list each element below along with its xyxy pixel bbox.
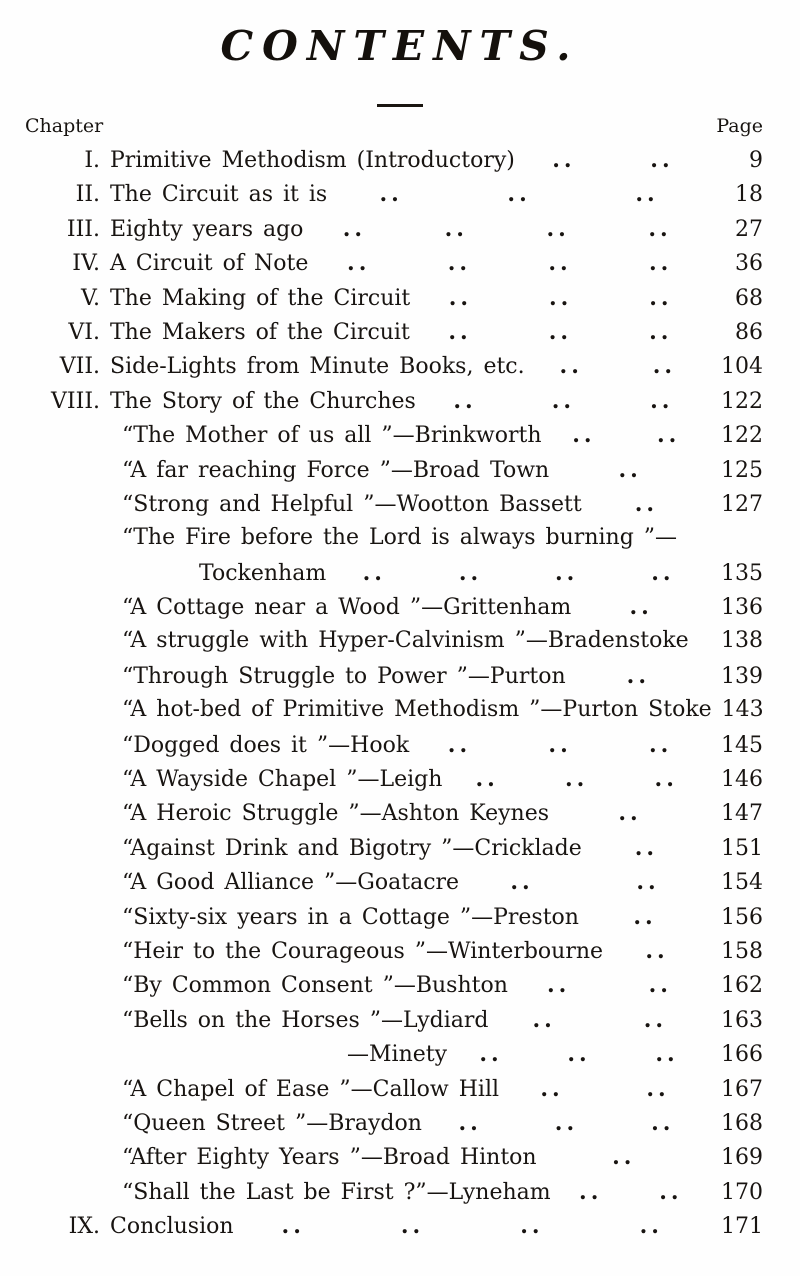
dot-pair: .. bbox=[347, 250, 371, 277]
toc-row bbox=[0, 384, 763, 418]
dot-leader bbox=[447, 1037, 711, 1071]
dot-pair: .. bbox=[649, 731, 673, 758]
toc-row bbox=[0, 831, 763, 865]
dot-pair: .. bbox=[547, 972, 571, 999]
entry-page: 163 bbox=[721, 1007, 763, 1033]
dot-pair: .. bbox=[648, 972, 672, 999]
entry-title: “Heir to the Courageous ”—Winterbourne bbox=[122, 938, 604, 964]
entry-page: 158 bbox=[721, 938, 763, 964]
entry-page: 104 bbox=[721, 354, 763, 380]
dot-pair: .. bbox=[659, 1178, 683, 1205]
dot-leader bbox=[499, 1072, 711, 1106]
entry-page: 68 bbox=[735, 285, 763, 311]
dot-pair: .. bbox=[646, 1075, 670, 1102]
dot-leader bbox=[303, 212, 711, 246]
dot-pair: .. bbox=[546, 215, 570, 242]
dot-leader bbox=[582, 831, 711, 865]
entry-title: “A Chapel of Ease ”—Callow Hill bbox=[122, 1076, 500, 1102]
dot-pair: .. bbox=[447, 250, 472, 277]
dot-pair: .. bbox=[548, 284, 573, 311]
entry-page: 167 bbox=[721, 1076, 763, 1102]
entry-title: “Bells on the Horses ”—Lydiard bbox=[122, 1007, 489, 1033]
entry-title: Eighty years ago bbox=[110, 216, 304, 242]
dot-pair: .. bbox=[636, 869, 660, 896]
entry-title: The Circuit as it is bbox=[110, 182, 328, 208]
dot-leader bbox=[326, 556, 711, 590]
entry-page: 151 bbox=[721, 835, 763, 861]
dot-pair: .. bbox=[645, 937, 669, 964]
toc-row bbox=[0, 177, 763, 211]
dot-leader bbox=[410, 315, 711, 349]
dot-leader bbox=[489, 1003, 712, 1037]
dot-pair: .. bbox=[565, 766, 589, 793]
dot-pair: .. bbox=[548, 731, 572, 758]
dot-leader bbox=[422, 1106, 711, 1140]
toc-row bbox=[0, 934, 763, 968]
dot-pair: .. bbox=[458, 1109, 482, 1136]
dot-pair: .. bbox=[639, 1213, 663, 1240]
toc-row bbox=[0, 968, 763, 1002]
toc-row bbox=[0, 624, 763, 658]
dot-leader bbox=[603, 934, 711, 968]
page-column-header: Page bbox=[716, 115, 763, 137]
dot-leader bbox=[508, 968, 711, 1002]
toc-row bbox=[0, 900, 763, 934]
entry-title: The Makers of the Circuit bbox=[110, 319, 410, 345]
entry-page: 169 bbox=[721, 1145, 763, 1171]
entry-title: “Against Drink and Bigotry ”—Cricklade bbox=[122, 835, 582, 861]
dot-pair: .. bbox=[629, 594, 653, 621]
dot-pair: .. bbox=[634, 834, 659, 861]
dot-pair: .. bbox=[548, 318, 573, 345]
dot-pair: .. bbox=[510, 869, 534, 896]
entry-numeral: I. bbox=[84, 148, 100, 173]
entry-title: “A Good Alliance ”—Goatacre bbox=[122, 870, 460, 896]
dot-leader bbox=[582, 487, 711, 521]
entry-title: “A hot-bed of Primitive Methodism ”—Purton Stoke bbox=[122, 697, 712, 723]
entry-title: “By Common Consent ”—Bushton bbox=[122, 973, 508, 999]
entry-title: “A struggle with Hyper-Calvinism ”—Bradenstoke bbox=[122, 628, 689, 654]
dot-pair: .. bbox=[520, 1213, 544, 1240]
dot-leader bbox=[327, 177, 711, 211]
dot-leader bbox=[579, 900, 711, 934]
dot-pair: .. bbox=[458, 559, 483, 586]
toc-row bbox=[0, 1037, 763, 1071]
entry-title: “Dogged does it ”—Hook bbox=[122, 732, 410, 758]
entry-title: “A Heroic Struggle ”—Ashton Keynes bbox=[122, 801, 550, 827]
dot-pair: .. bbox=[649, 250, 673, 277]
toc-row bbox=[0, 1003, 763, 1037]
toc-row bbox=[0, 1209, 763, 1243]
toc-row bbox=[0, 315, 763, 349]
dot-leader bbox=[549, 796, 711, 830]
dot-pair: .. bbox=[648, 215, 672, 242]
dot-pair: .. bbox=[651, 559, 675, 586]
dot-pair: .. bbox=[634, 490, 659, 517]
toc-list bbox=[0, 137, 800, 1244]
toc-row bbox=[0, 693, 763, 727]
toc-row bbox=[0, 521, 763, 555]
entry-numeral: VII. bbox=[59, 354, 100, 380]
entry-page: 36 bbox=[735, 251, 763, 277]
dot-pair: .. bbox=[551, 387, 576, 414]
dot-leader bbox=[542, 418, 712, 452]
entry-page: 27 bbox=[735, 216, 763, 242]
entry-title: The Story of the Churches bbox=[110, 388, 416, 414]
dot-pair: .. bbox=[643, 1006, 668, 1033]
entry-page: 122 bbox=[721, 388, 763, 414]
dot-pair: .. bbox=[618, 456, 642, 483]
entry-numeral: V. bbox=[80, 285, 100, 311]
column-headers bbox=[0, 107, 800, 137]
entry-title: “After Eighty Years ”—Broad Hinton bbox=[122, 1145, 537, 1171]
entry-title: Side-Lights from Minute Books, etc. bbox=[110, 354, 525, 380]
toc-row bbox=[0, 590, 763, 624]
entry-page: 86 bbox=[735, 319, 763, 345]
dot-pair: .. bbox=[379, 181, 403, 208]
dot-pair: .. bbox=[656, 422, 681, 449]
dot-pair: .. bbox=[618, 800, 642, 827]
dot-leader bbox=[571, 590, 711, 624]
entry-numeral: IV. bbox=[72, 251, 100, 277]
dot-leader bbox=[416, 384, 711, 418]
dot-pair: .. bbox=[559, 353, 583, 380]
dot-pair: .. bbox=[554, 1109, 579, 1136]
toc-row bbox=[0, 1140, 763, 1174]
chapter-column-header: Chapter bbox=[25, 115, 104, 137]
entry-page: 18 bbox=[735, 182, 763, 208]
entry-title: “A Cottage near a Wood ”—Grittenham bbox=[122, 595, 572, 621]
dot-pair: .. bbox=[652, 353, 677, 380]
toc-row bbox=[0, 487, 763, 521]
toc-row bbox=[0, 728, 763, 762]
dot-pair: .. bbox=[650, 147, 674, 173]
entry-title: The Making of the Circuit bbox=[110, 285, 411, 311]
entry-title: A Circuit of Note bbox=[110, 251, 309, 277]
dot-pair: .. bbox=[448, 284, 473, 311]
toc-row bbox=[0, 659, 763, 693]
dot-pair: .. bbox=[651, 1109, 675, 1136]
toc-row bbox=[0, 246, 763, 280]
dot-pair: .. bbox=[444, 215, 468, 242]
entry-numeral: II. bbox=[75, 182, 100, 208]
entry-page: 154 bbox=[721, 870, 763, 896]
entry-page: 136 bbox=[721, 595, 763, 621]
dot-pair: .. bbox=[626, 662, 650, 689]
entry-title: “Strong and Helpful ”—Wootton Bassett bbox=[122, 491, 582, 517]
toc-row bbox=[0, 418, 763, 452]
dot-pair: .. bbox=[532, 1006, 556, 1033]
entry-title: Primitive Methodism (Introductory) bbox=[110, 148, 515, 173]
dot-pair: .. bbox=[649, 318, 673, 345]
dot-pair: .. bbox=[448, 318, 472, 345]
dot-pair: .. bbox=[572, 422, 596, 449]
dot-leader bbox=[551, 1175, 711, 1209]
entry-title: “Queen Street ”—Braydon bbox=[122, 1110, 422, 1136]
dot-pair: .. bbox=[362, 559, 386, 586]
entry-numeral: IX. bbox=[68, 1214, 100, 1240]
dot-leader bbox=[525, 349, 711, 383]
entry-title: Tockenham bbox=[199, 560, 327, 586]
entry-title: “A Wayside Chapel ”—Leigh bbox=[122, 767, 443, 793]
toc-row bbox=[0, 762, 763, 796]
entry-title: “Shall the Last be First ?”—Lyneham bbox=[122, 1179, 551, 1205]
entry-page: 138 bbox=[721, 628, 763, 654]
dot-pair: .. bbox=[654, 766, 678, 793]
dot-pair: .. bbox=[281, 1213, 305, 1240]
page-title: CONTENTS. bbox=[220, 22, 580, 70]
toc-row bbox=[0, 212, 763, 246]
toc-row bbox=[0, 349, 763, 383]
entry-page: 135 bbox=[721, 560, 763, 586]
entry-page: 143 bbox=[721, 697, 764, 723]
entry-page: 156 bbox=[721, 904, 763, 930]
toc-row bbox=[0, 556, 763, 590]
dot-leader bbox=[459, 865, 711, 899]
entry-page: 125 bbox=[721, 457, 763, 483]
entry-page: 146 bbox=[721, 767, 763, 793]
entry-page: 166 bbox=[721, 1042, 763, 1068]
dot-leader bbox=[549, 453, 711, 487]
toc-row bbox=[0, 1175, 763, 1209]
dot-leader bbox=[442, 762, 711, 796]
entry-page: 147 bbox=[721, 801, 763, 827]
dot-pair: .. bbox=[635, 181, 659, 208]
dot-pair: .. bbox=[633, 903, 657, 930]
entry-numeral: VIII. bbox=[51, 388, 100, 414]
entry-page: 139 bbox=[721, 663, 763, 689]
dot-pair: .. bbox=[475, 766, 499, 793]
entry-title: “A far reaching Force ”—Broad Town bbox=[122, 457, 550, 483]
dot-pair: .. bbox=[567, 1041, 591, 1068]
dot-pair: .. bbox=[453, 387, 477, 414]
dot-pair: .. bbox=[649, 284, 673, 311]
dot-pair: .. bbox=[548, 250, 572, 277]
toc-row bbox=[0, 1106, 763, 1140]
entry-page: 145 bbox=[721, 732, 763, 758]
dot-pair: .. bbox=[479, 1041, 503, 1068]
entry-page: 170 bbox=[721, 1179, 763, 1205]
entry-page: 171 bbox=[721, 1214, 763, 1240]
entry-page: 9 bbox=[749, 148, 763, 173]
dot-leader bbox=[308, 246, 711, 280]
entry-title: “The Fire before the Lord is always burning ”— bbox=[122, 525, 678, 551]
entry-title: Conclusion bbox=[110, 1214, 234, 1240]
toc-row bbox=[0, 1072, 763, 1106]
toc-row bbox=[0, 796, 763, 830]
entry-title: —Minety bbox=[347, 1042, 448, 1068]
dot-leader bbox=[566, 659, 711, 693]
dot-leader bbox=[410, 281, 711, 315]
dot-pair: .. bbox=[655, 1041, 679, 1068]
entry-page: 168 bbox=[721, 1110, 763, 1136]
toc-row bbox=[0, 281, 763, 315]
dot-pair: .. bbox=[612, 1144, 636, 1171]
entry-page: 162 bbox=[721, 973, 763, 999]
toc-row bbox=[0, 453, 763, 487]
toc-row bbox=[0, 865, 763, 899]
entry-title: “Through Struggle to Power ”—Purton bbox=[122, 663, 566, 689]
dot-leader bbox=[234, 1209, 711, 1243]
entry-page: 127 bbox=[721, 491, 763, 517]
dot-pair: .. bbox=[552, 147, 576, 173]
entry-numeral: III. bbox=[66, 216, 100, 242]
dot-leader bbox=[409, 728, 711, 762]
dot-leader bbox=[537, 1140, 711, 1174]
entry-page: 122 bbox=[721, 423, 763, 449]
dot-pair: .. bbox=[447, 731, 472, 758]
entry-title: “Sixty-six years in a Cottage ”—Preston bbox=[122, 904, 579, 930]
dot-pair: .. bbox=[342, 215, 367, 242]
dot-pair: .. bbox=[555, 559, 579, 586]
dot-pair: .. bbox=[650, 387, 674, 414]
dot-pair: .. bbox=[579, 1178, 603, 1205]
entry-numeral: VI. bbox=[68, 319, 100, 345]
entry-title: “The Mother of us all ”—Brinkworth bbox=[122, 423, 542, 449]
dot-pair: .. bbox=[507, 181, 531, 208]
dot-pair: .. bbox=[400, 1213, 425, 1240]
dot-leader bbox=[515, 143, 711, 177]
dot-pair: .. bbox=[540, 1075, 564, 1102]
toc-row bbox=[0, 143, 763, 177]
